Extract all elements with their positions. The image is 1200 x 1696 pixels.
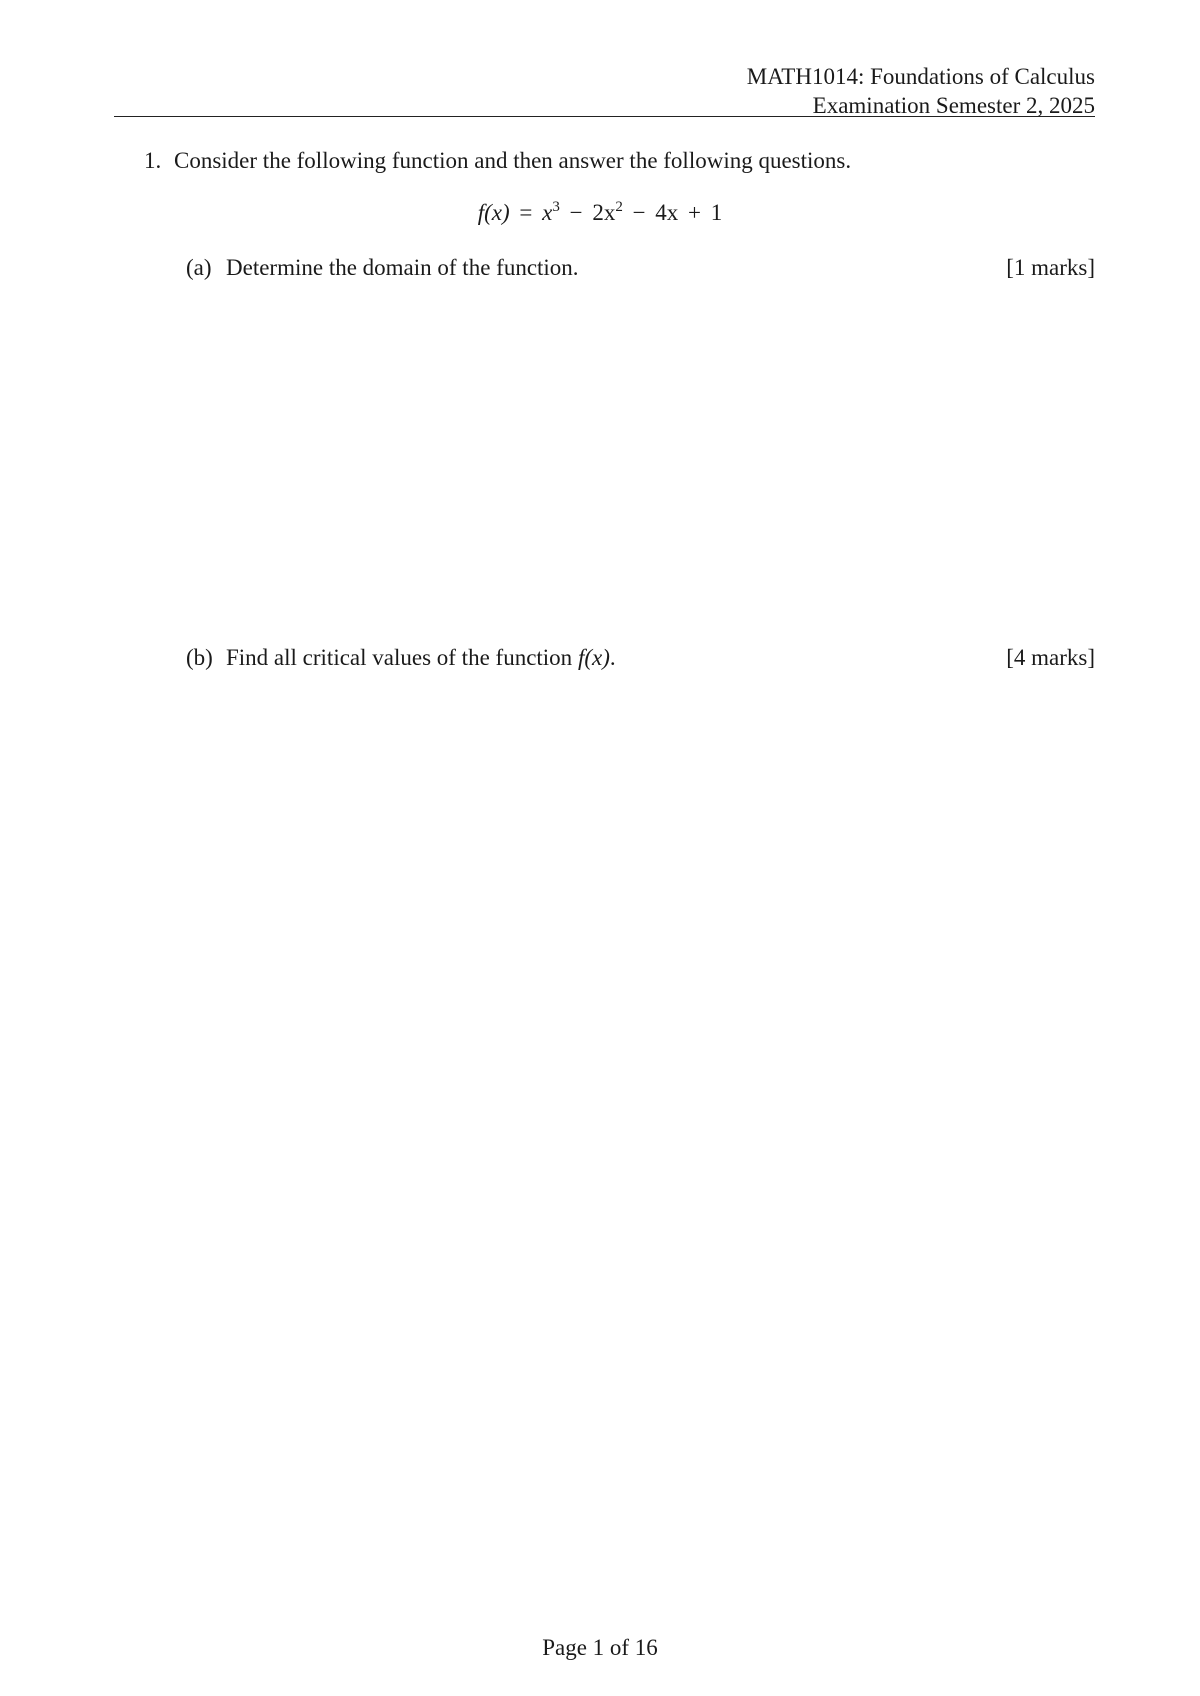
equation-op-3: + — [688, 200, 702, 225]
equation-term-4: 1 — [710, 200, 723, 225]
question-text: Consider the following function and then answer the following questions. — [174, 148, 852, 173]
page-header — [747, 62, 1095, 120]
question-number: 1. — [144, 148, 162, 173]
equation-exp-1: 3 — [552, 199, 560, 215]
exam-title: Examination Semester 2, 2025 — [812, 93, 1095, 118]
part-b-text: Find all critical values of the function — [226, 645, 573, 670]
header-rule — [114, 116, 1095, 117]
function-equation — [0, 198, 1200, 227]
course-title: MATH1014: Foundations of Calculus — [746, 64, 1095, 89]
page-number: Page 1 of 16 — [542, 1635, 658, 1660]
equation-term-3: 4x — [655, 200, 679, 225]
part-a-marks: [1 marks] — [1006, 255, 1095, 280]
part-b-marks: [4 marks] — [1006, 645, 1095, 670]
equation-lhs: f(x) — [477, 200, 510, 225]
part-b — [186, 643, 1095, 672]
question-1 — [144, 146, 851, 175]
part-a-label: (a) — [186, 255, 212, 280]
equation-op-1: − — [569, 200, 583, 225]
equation-equals: = — [519, 200, 533, 225]
part-a-text: Determine the domain of the function. — [226, 255, 579, 280]
equation-op-2: − — [632, 200, 646, 225]
equation-term-2: 2x — [592, 200, 616, 225]
part-b-expression: f(x) — [577, 645, 610, 670]
equation-term-1: x — [542, 200, 553, 225]
part-a — [186, 253, 1095, 282]
equation-exp-2: 2 — [615, 199, 623, 215]
part-b-end: . — [609, 645, 616, 670]
part-b-label: (b) — [186, 645, 213, 670]
